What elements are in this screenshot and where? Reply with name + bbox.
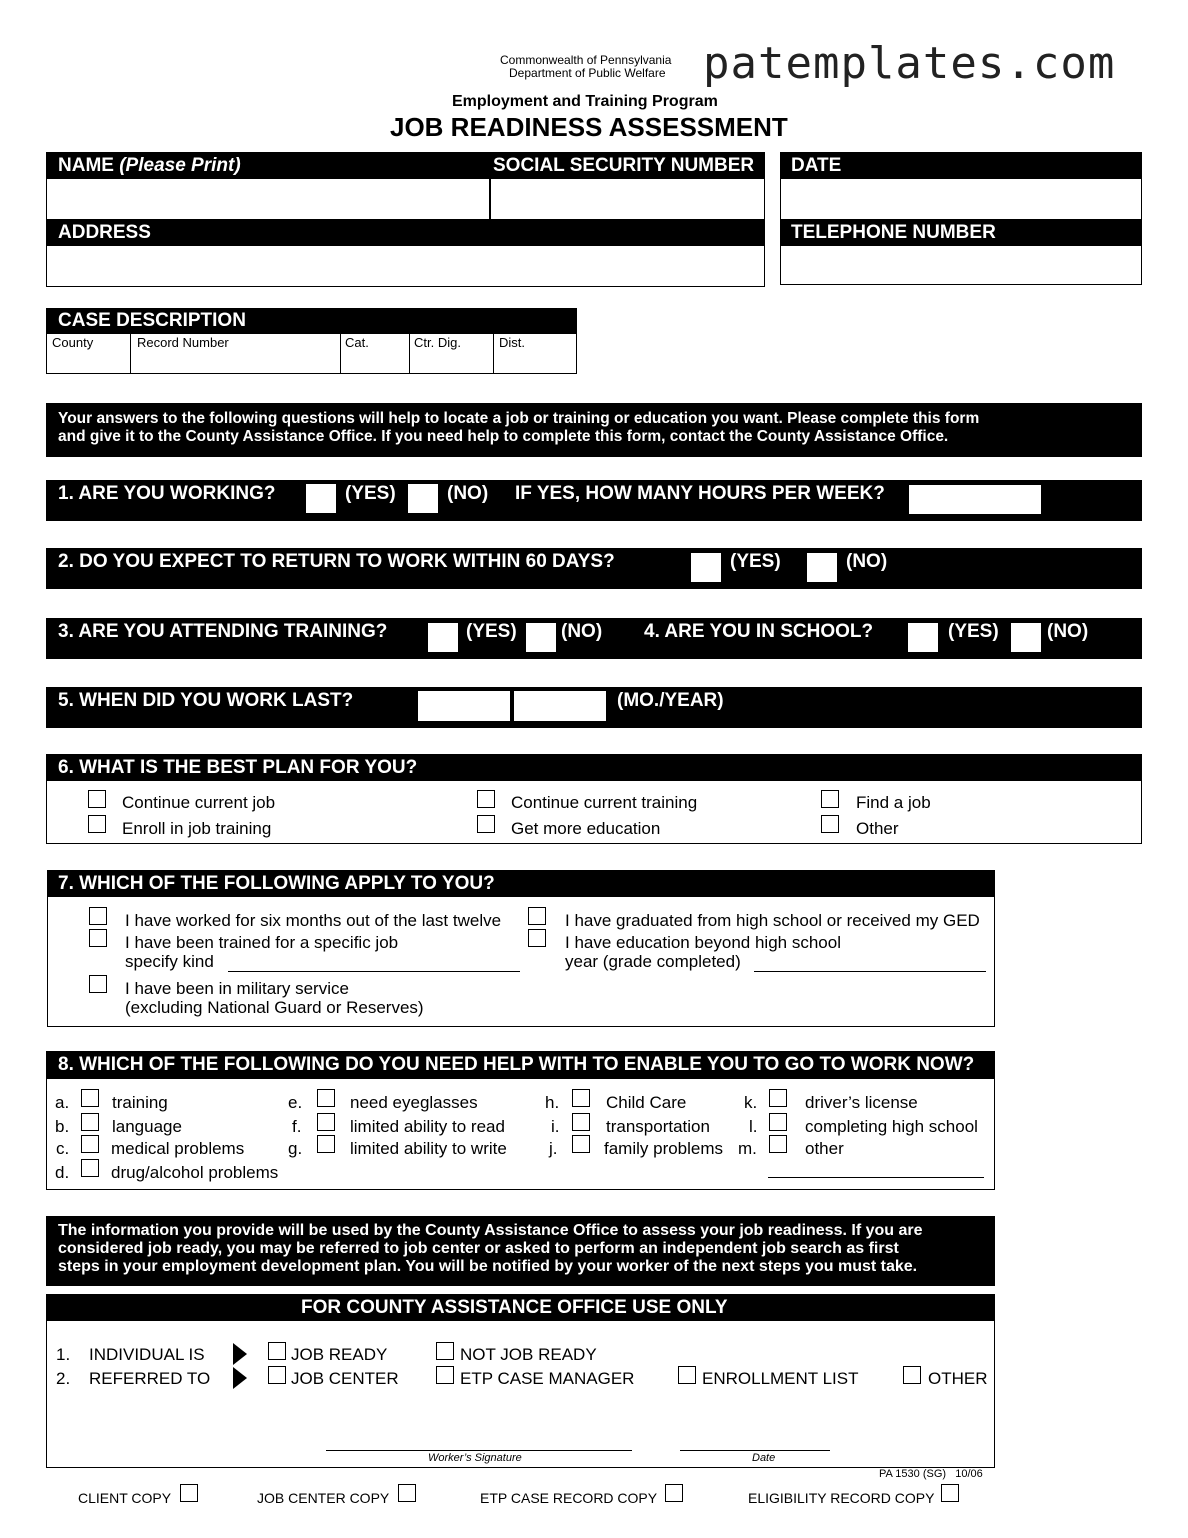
q8-family-label: family problems [604,1139,724,1158]
q1-text: 1. ARE YOU WORKING? [58,483,276,504]
job-center-checkbox[interactable] [268,1366,286,1384]
q7-year-completed-line[interactable] [754,971,986,972]
enrollment-checkbox[interactable] [678,1366,696,1384]
case-title: CASE DESCRIPTION [58,310,246,331]
q7-trained-label: I have been trained for a specific job [125,933,399,952]
q8-transportation-label: transportation [606,1117,710,1136]
date-input[interactable] [782,180,1140,218]
q5-year-input[interactable] [514,691,606,721]
worker-signature-label: Worker’s Signature [428,1452,522,1464]
q8-family-checkbox[interactable] [572,1135,590,1153]
q8-letter: g. [288,1139,303,1158]
q4-no-label: (NO) [1047,621,1089,642]
etp-checkbox[interactable] [436,1366,454,1384]
address-header-bar [46,219,765,246]
q8-drug-alcohol-checkbox[interactable] [81,1159,99,1177]
q1-no-checkbox[interactable] [408,484,438,513]
q6-other-checkbox[interactable] [821,815,839,833]
q3-no-checkbox[interactable] [526,623,556,652]
case-divider [340,334,341,374]
q7-trained-checkbox[interactable] [89,929,107,947]
q7-military-checkbox[interactable] [89,975,107,993]
notice-line-2: considered job ready, you may be referred to job center or asked to perform an independent job search as first [58,1240,899,1257]
q1-yes-checkbox[interactable] [306,484,336,513]
q5-month-input[interactable] [418,691,510,721]
form-id: PA 1530 (SG) 10/06 [879,1468,983,1480]
q8-letter: e. [288,1093,303,1112]
worker-signature-line[interactable] [326,1450,632,1451]
q6-more-education-checkbox[interactable] [477,815,495,833]
q8-child-care-checkbox[interactable] [572,1089,590,1107]
q8-letter: d. [55,1163,70,1182]
copy-eligibility-label: ELIGIBILITY RECORD COPY [748,1490,935,1506]
q1-hours-input[interactable] [909,485,1041,514]
q8-high-school-checkbox[interactable] [769,1113,787,1131]
q7-worked-six-months-checkbox[interactable] [89,907,107,925]
q6-continue-job-label: Continue current job [122,793,276,812]
q2-no-label: (NO) [846,551,888,572]
q8-write-label: limited ability to write [350,1139,507,1158]
q8-eyeglasses-label: need eyeglasses [350,1093,478,1112]
ssn-input[interactable] [491,180,763,218]
case-col-ctr: Ctr. Dig. [414,335,461,350]
copy-job-center-label: JOB CENTER COPY [257,1490,390,1506]
q5-unit: (MO./YEAR) [617,690,724,711]
copy-etp-checkbox[interactable] [665,1484,683,1502]
q6-title: 6. WHAT IS THE BEST PLAN FOR YOU? [58,757,418,778]
office-row2-label: REFERRED TO [89,1369,211,1388]
job-ready-label: JOB READY [291,1345,388,1364]
q8-other-line[interactable] [768,1177,984,1178]
q2-yes-label: (YES) [730,551,781,572]
copy-client-label: CLIENT COPY [78,1490,172,1506]
q8-letter: h. [545,1093,560,1112]
program-title: Employment and Training Program [452,93,718,110]
q8-medical-label: medical problems [111,1139,245,1158]
phone-input[interactable] [782,247,1140,283]
q3-yes-checkbox[interactable] [428,623,458,652]
q7-worked-six-months-label: I have worked for six months out of the last twelve [125,911,502,930]
q5-text: 5. WHEN DID YOU WORK LAST? [58,690,354,711]
q7-military-label: I have been in military service [125,979,349,998]
q7-specify-kind-line[interactable] [228,971,520,972]
q4-yes-checkbox[interactable] [908,623,938,652]
etp-label: ETP CASE MANAGER [460,1369,635,1388]
office-date-line[interactable] [680,1450,830,1451]
q8-title: 8. WHICH OF THE FOLLOWING DO YOU NEED HELP WITH TO ENABLE YOU TO GO TO WORK NOW? [58,1054,975,1075]
office-other-checkbox[interactable] [903,1366,921,1384]
case-col-cat: Cat. [345,335,369,350]
watermark: patemplates.com [703,38,1116,89]
office-row1-label: INDIVIDUAL IS [89,1345,205,1364]
intro-line-2: and give it to the County Assistance Office. If you need help to complete this form, contact the County Assistance Office. [58,428,949,445]
case-col-dist: Dist. [499,335,525,350]
name-label-text: NAME [58,155,114,176]
q8-training-label: training [112,1093,168,1112]
q3-text: 3. ARE YOU ATTENDING TRAINING? [58,621,388,642]
phone-label: TELEPHONE NUMBER [791,222,996,243]
enrollment-label: ENROLLMENT LIST [702,1369,859,1388]
copy-job-center-checkbox[interactable] [398,1484,416,1502]
q6-enroll-training-checkbox[interactable] [88,815,106,833]
q7-beyond-hs-label: I have education beyond high school [565,933,841,952]
q8-drug-alcohol-label: drug/alcohol problems [111,1163,279,1182]
name-hint: (Please Print) [119,155,241,176]
q8-transportation-checkbox[interactable] [572,1113,590,1131]
q3-no-label: (NO) [561,621,603,642]
not-job-ready-checkbox[interactable] [436,1342,454,1360]
q8-letter: j. [549,1139,558,1158]
q6-find-job-checkbox[interactable] [821,790,839,808]
name-input[interactable] [48,180,488,218]
q7-military-note: (excluding National Guard or Reserves) [125,998,424,1017]
q6-find-job-label: Find a job [856,793,931,812]
q2-text: 2. DO YOU EXPECT TO RETURN TO WORK WITHIN 60 DAYS? [58,551,615,572]
q2-yes-checkbox[interactable] [691,553,721,582]
q8-high-school-label: completing high school [805,1117,978,1136]
q8-letter: a. [55,1093,70,1112]
agency-line-1: Commonwealth of Pennsylvania [500,53,672,67]
agency-line-2: Department of Public Welfare [509,66,666,80]
q4-no-checkbox[interactable] [1011,623,1041,652]
q7-title: 7. WHICH OF THE FOLLOWING APPLY TO YOU? [58,873,495,894]
q8-language-checkbox[interactable] [81,1113,99,1131]
q8-eyeglasses-checkbox[interactable] [317,1089,335,1107]
copy-eligibility-checkbox[interactable] [941,1484,959,1502]
q8-other-label: other [805,1139,844,1158]
q8-letter: l. [749,1117,758,1136]
q8-read-label: limited ability to read [350,1117,505,1136]
address-input[interactable] [48,247,763,285]
q8-letter: i. [551,1117,560,1136]
q8-read-checkbox[interactable] [317,1113,335,1131]
q8-other-checkbox[interactable] [769,1135,787,1153]
address-label: ADDRESS [58,222,151,243]
q7-specify-kind-label: specify kind [125,952,214,971]
q8-medical-checkbox[interactable] [81,1135,99,1153]
q8-drivers-license-label: driver’s license [805,1093,918,1112]
page-title: JOB READINESS ASSESSMENT [390,112,788,142]
arrow-icon [233,1367,247,1389]
q1-hours-question: IF YES, HOW MANY HOURS PER WEEK? [515,483,885,504]
q7-graduated-checkbox[interactable] [528,907,546,925]
office-row1-num: 1. [56,1345,71,1364]
office-other-label: OTHER [928,1369,988,1388]
office-date-label: Date [752,1452,776,1464]
q4-yes-label: (YES) [948,621,999,642]
name-label [58,155,241,177]
q8-language-label: language [112,1117,182,1136]
q8-letter: f. [292,1117,302,1136]
q3-yes-label: (YES) [466,621,517,642]
q6-continue-training-checkbox[interactable] [477,790,495,808]
notice-line-1: The information you provide will be used by the County Assistance Office to assess your job readiness. If you are [58,1222,923,1239]
intro-line-1: Your answers to the following questions will help to locate a job or training or education you want. Please complete this form [58,410,980,427]
copy-client-checkbox[interactable] [180,1484,198,1502]
q6-more-education-label: Get more education [511,819,661,838]
notice-line-3: steps in your employment development plan. You will be notified by your worker of the next steps you must take. [58,1258,918,1275]
q1-yes-label: (YES) [345,483,396,504]
q8-write-checkbox[interactable] [317,1135,335,1153]
q8-letter: k. [744,1093,758,1112]
q8-child-care-label: Child Care [606,1093,687,1112]
job-ready-checkbox[interactable] [268,1342,286,1360]
not-job-ready-label: NOT JOB READY [460,1345,597,1364]
q6-continue-training-label: Continue current training [511,793,698,812]
office-title: FOR COUNTY ASSISTANCE OFFICE USE ONLY [301,1297,728,1318]
q8-training-checkbox[interactable] [81,1089,99,1107]
case-divider [409,334,410,374]
q4-text: 4. ARE YOU IN SCHOOL? [644,621,874,642]
case-col-county: County [52,335,94,350]
job-center-label: JOB CENTER [291,1369,399,1388]
case-col-record: Record Number [137,335,229,350]
case-divider [493,334,494,374]
q8-drivers-license-checkbox[interactable] [769,1089,787,1107]
q7-year-completed-label: year (grade completed) [565,952,741,971]
q1-no-label: (NO) [447,483,489,504]
office-row2-num: 2. [56,1369,71,1388]
q8-letter: c. [56,1139,70,1158]
q2-no-checkbox[interactable] [807,553,837,582]
q6-enroll-training-label: Enroll in job training [122,819,272,838]
q8-letter: b. [55,1117,70,1136]
q7-graduated-label: I have graduated from high school or received my GED [565,911,980,930]
ssn-label: SOCIAL SECURITY NUMBER [493,155,755,176]
case-divider [130,334,131,374]
date-label: DATE [791,155,842,176]
arrow-icon [233,1343,247,1365]
q8-letter: m. [738,1139,757,1158]
copy-etp-label: ETP CASE RECORD COPY [480,1490,658,1506]
q7-beyond-hs-checkbox[interactable] [528,929,546,947]
q6-other-label: Other [856,819,899,838]
q6-continue-job-checkbox[interactable] [88,790,106,808]
